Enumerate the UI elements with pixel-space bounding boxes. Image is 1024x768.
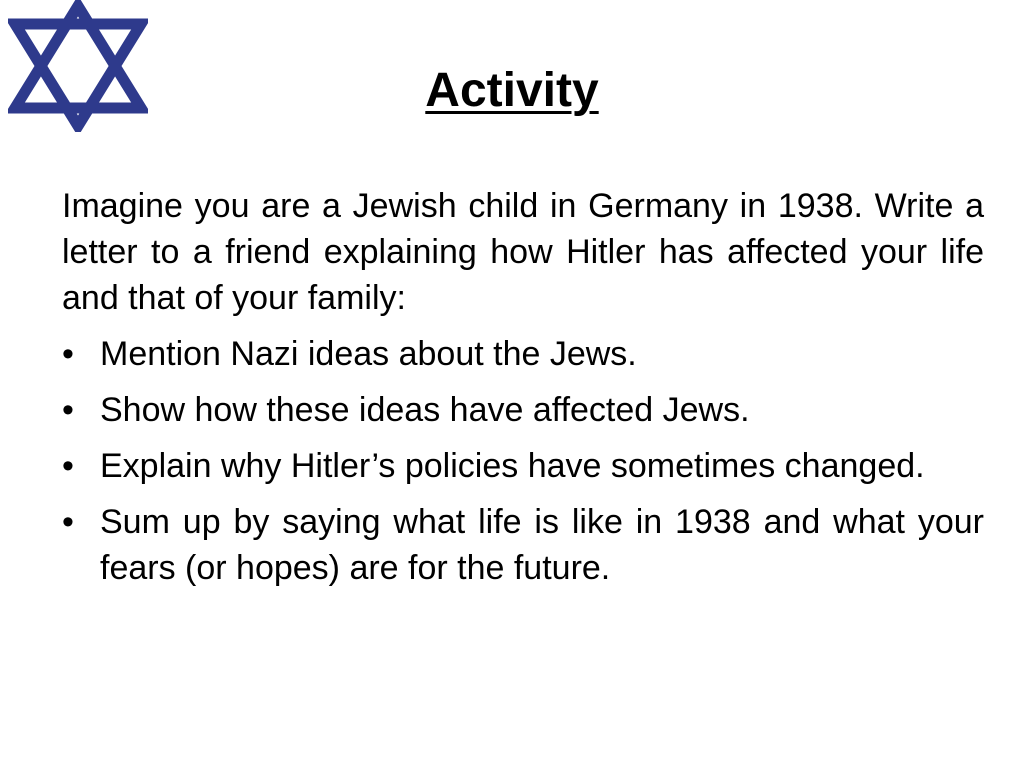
bullet-text: Sum up by saying what life is like in 1938 and what your fears (or hopes) are for the future. <box>100 503 984 587</box>
bullet-marker: • <box>62 391 74 429</box>
bullet-item <box>62 387 984 433</box>
bullet-item <box>62 443 984 489</box>
bullet-item <box>62 331 984 377</box>
bullet-list <box>62 331 984 591</box>
bullet-text: Mention Nazi ideas about the Jews. <box>100 335 637 373</box>
bullet-text: Explain why Hitler’s policies have sometimes changed. <box>100 447 925 485</box>
slide-body <box>62 183 984 601</box>
bullet-marker: • <box>62 447 74 485</box>
bullet-text: Show how these ideas have affected Jews. <box>100 391 750 429</box>
intro-paragraph: Imagine you are a Jewish child in Germany in 1938. Write a letter to a friend explaining how Hitler has affected your life and that of your family: <box>62 187 984 317</box>
bullet-item <box>62 499 984 591</box>
bullet-marker: • <box>62 335 74 373</box>
bullet-marker: • <box>62 503 74 541</box>
slide-title: Activity <box>425 64 599 117</box>
